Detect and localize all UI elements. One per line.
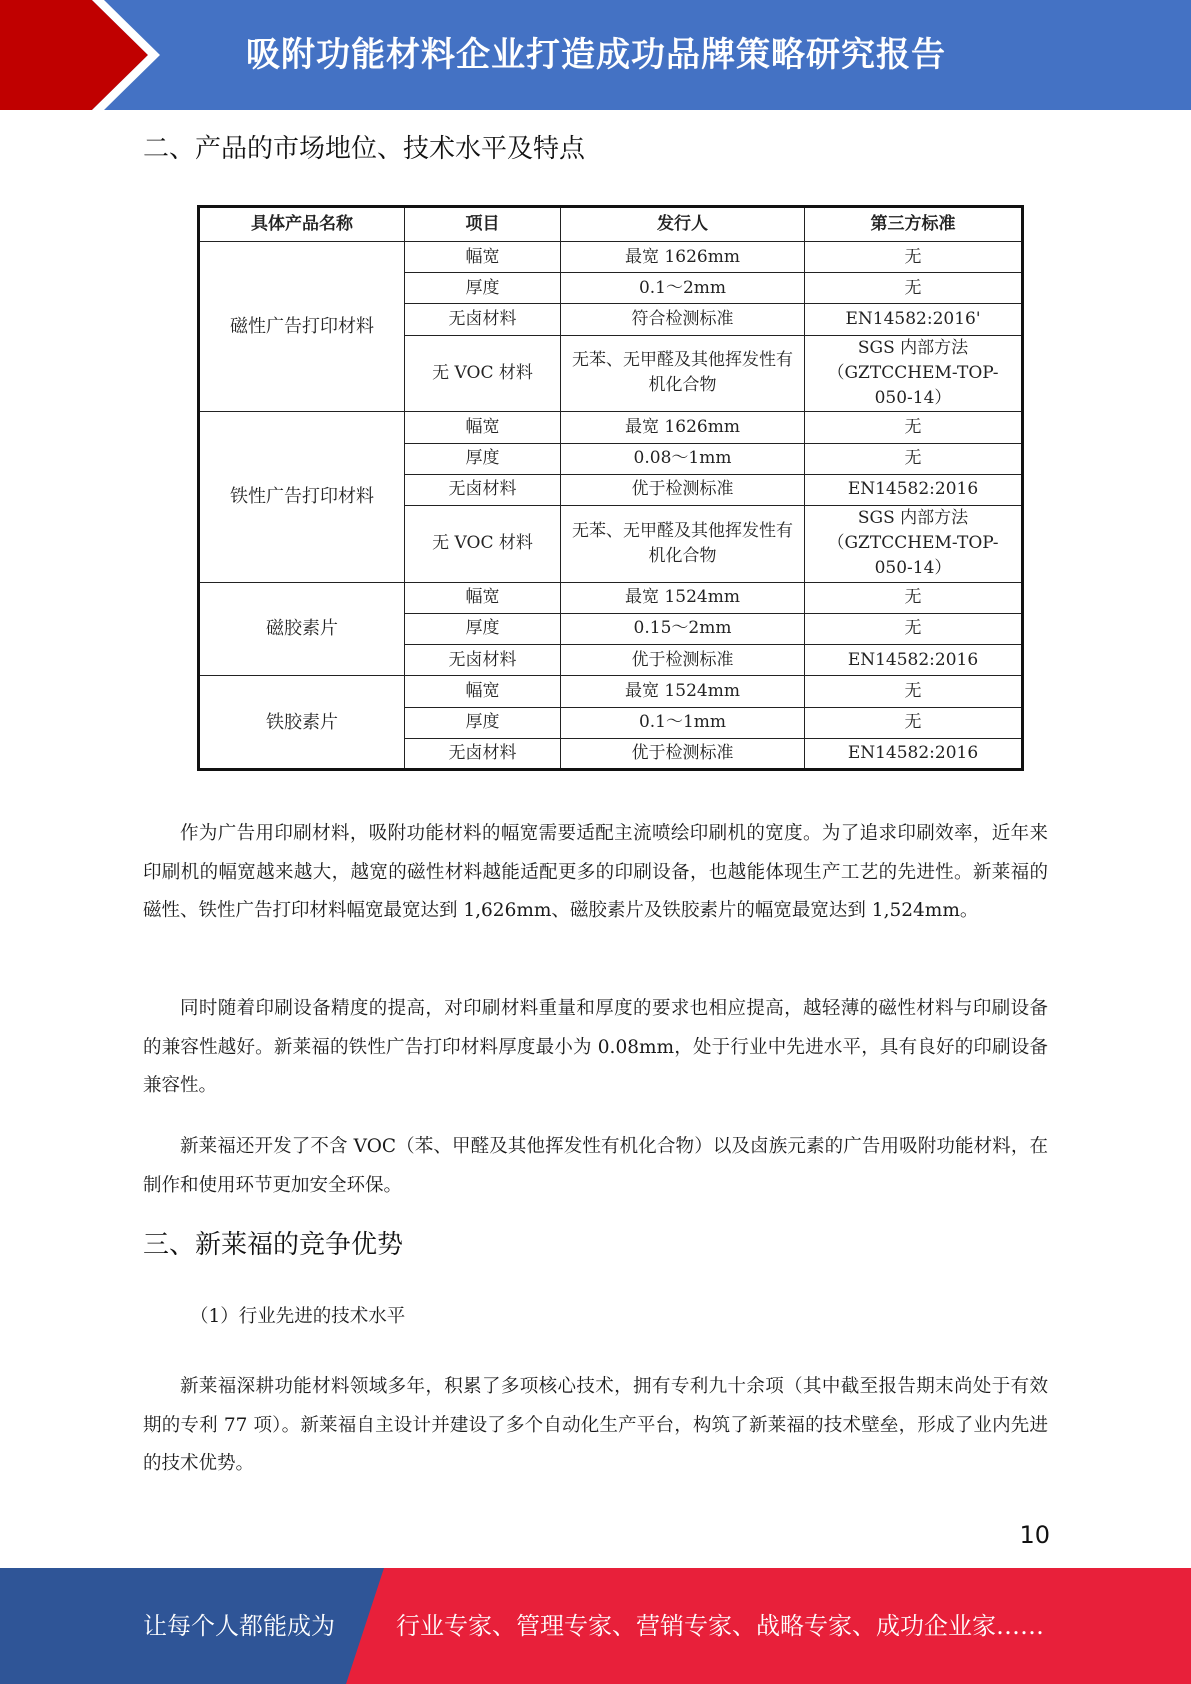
report-footer — [0, 1568, 1191, 1684]
table-cell: 幅宽 — [405, 582, 561, 613]
table-cell: 0.1～1mm — [561, 707, 805, 738]
table-cell: 最宽 1626mm — [561, 412, 805, 443]
table-cell: 符合检测标准 — [561, 304, 805, 335]
table-cell: 无卤材料 — [405, 474, 561, 505]
table-cell: 优于检测标准 — [561, 474, 805, 505]
report-title: 吸附功能材料企业打造成功品牌策略研究报告 — [246, 35, 946, 75]
table-cell: EN14582:2016 — [805, 738, 1023, 769]
table-cell: 厚度 — [405, 273, 561, 304]
column-header-issuer: 发行人 — [561, 207, 805, 242]
table-cell: 无卤材料 — [405, 738, 561, 769]
product-spec-table — [197, 205, 1024, 771]
paragraph-patents: 新莱福深耕功能材料领域多年，积累了多项核心技术，拥有专利九十余项（其中截至报告期末尚处于有效期的专利 77 项）。新莱福自主设计并建设了多个自动化生产平台，构筑了新莱福的技术壁垒，形成了业内先进的技术优势。 — [143, 1376, 1048, 1474]
table-cell: EN14582:2016 — [805, 645, 1023, 676]
table-cell: 无 — [805, 273, 1023, 304]
table-cell: 0.1～2mm — [561, 273, 805, 304]
table-cell: 最宽 1524mm — [561, 676, 805, 707]
table-cell: 0.15～2mm — [561, 613, 805, 644]
table-cell: EN14582:2016 — [805, 474, 1023, 505]
table-cell: 最宽 1524mm — [561, 582, 805, 613]
column-header-product: 具体产品名称 — [199, 207, 405, 242]
table-cell: 无苯、无甲醛及其他挥发性有机化合物 — [561, 335, 805, 412]
table-cell: 厚度 — [405, 613, 561, 644]
table-row — [199, 582, 1023, 613]
table-cell: SGS 内部方法（GZTCCHEM-TOP-050-14） — [805, 335, 1023, 412]
table-cell: 无 — [805, 242, 1023, 273]
product-name-cell: 磁胶素片 — [199, 582, 405, 676]
table-row — [199, 242, 1023, 273]
column-header-item: 项目 — [405, 207, 561, 242]
table-cell: 无苯、无甲醛及其他挥发性有机化合物 — [561, 505, 805, 582]
product-name-cell: 磁性广告打印材料 — [199, 242, 405, 412]
table-cell: 无 VOC 材料 — [405, 505, 561, 582]
table-cell: 无 — [805, 613, 1023, 644]
table-cell: EN14582:2016' — [805, 304, 1023, 335]
table-cell: 最宽 1626mm — [561, 242, 805, 273]
product-name-cell: 铁胶素片 — [199, 676, 405, 770]
table-cell: 优于检测标准 — [561, 738, 805, 769]
table-cell: 优于检测标准 — [561, 645, 805, 676]
page-number: 10 — [1019, 1521, 1050, 1549]
product-name-cell: 铁性广告打印材料 — [199, 412, 405, 582]
table-cell: 无 VOC 材料 — [405, 335, 561, 412]
table-cell: 无卤材料 — [405, 645, 561, 676]
table-cell: 厚度 — [405, 707, 561, 738]
paragraph-print-width: 作为广告用印刷材料，吸附功能材料的幅宽需要适配主流喷绘印刷机的宽度。为了追求印刷效率，近年来印刷机的幅宽越来越大，越宽的磁性材料越能适配更多的印刷设备，也越能体现生产工艺的先进性。新莱福的磁性、铁性广告打印材料幅宽最宽达到 1,626mm、磁胶素片及铁胶素片的幅宽最宽达到 1,524mm。 — [143, 823, 1048, 921]
table-cell: 幅宽 — [405, 412, 561, 443]
table-cell: SGS 内部方法（GZTCCHEM-TOP-050-14） — [805, 505, 1023, 582]
table-cell: 无 — [805, 443, 1023, 474]
table-cell: 厚度 — [405, 443, 561, 474]
section-2-heading: 二、产品的市场地位、技术水平及特点 — [143, 134, 586, 164]
table-cell: 无 — [805, 707, 1023, 738]
table-cell: 0.08～1mm — [561, 443, 805, 474]
report-header — [0, 0, 1191, 110]
subheading-technology: （1）行业先进的技术水平 — [190, 1306, 406, 1327]
table-header-row — [199, 207, 1023, 242]
footer-slogan-left: 让每个人都能成为 — [143, 1612, 335, 1640]
table-cell: 幅宽 — [405, 676, 561, 707]
table-cell: 无 — [805, 582, 1023, 613]
table-cell: 无卤材料 — [405, 304, 561, 335]
table-cell: 无 — [805, 676, 1023, 707]
column-header-third-party-standard: 第三方标准 — [805, 207, 1023, 242]
paragraph-thickness: 同时随着印刷设备精度的提高，对印刷材料重量和厚度的要求也相应提高，越轻薄的磁性材料与印刷设备的兼容性越好。新莱福的铁性广告打印材料厚度最小为 0.08mm，处于行业中先进水平，具有良好的印刷设备兼容性。 — [143, 998, 1048, 1096]
section-3-heading: 三、新莱福的竞争优势 — [143, 1230, 404, 1260]
footer-slogan-right: 行业专家、管理专家、营销专家、战略专家、成功企业家…… — [396, 1612, 1044, 1640]
table-cell: 幅宽 — [405, 242, 561, 273]
table-row — [199, 676, 1023, 707]
table-cell: 无 — [805, 412, 1023, 443]
header-chevron-graphic — [0, 0, 160, 110]
paragraph-voc-free: 新莱福还开发了不含 VOC（苯、甲醛及其他挥发性有机化合物）以及卤族元素的广告用吸附功能材料，在制作和使用环节更加安全环保。 — [143, 1136, 1048, 1196]
table-row — [199, 412, 1023, 443]
